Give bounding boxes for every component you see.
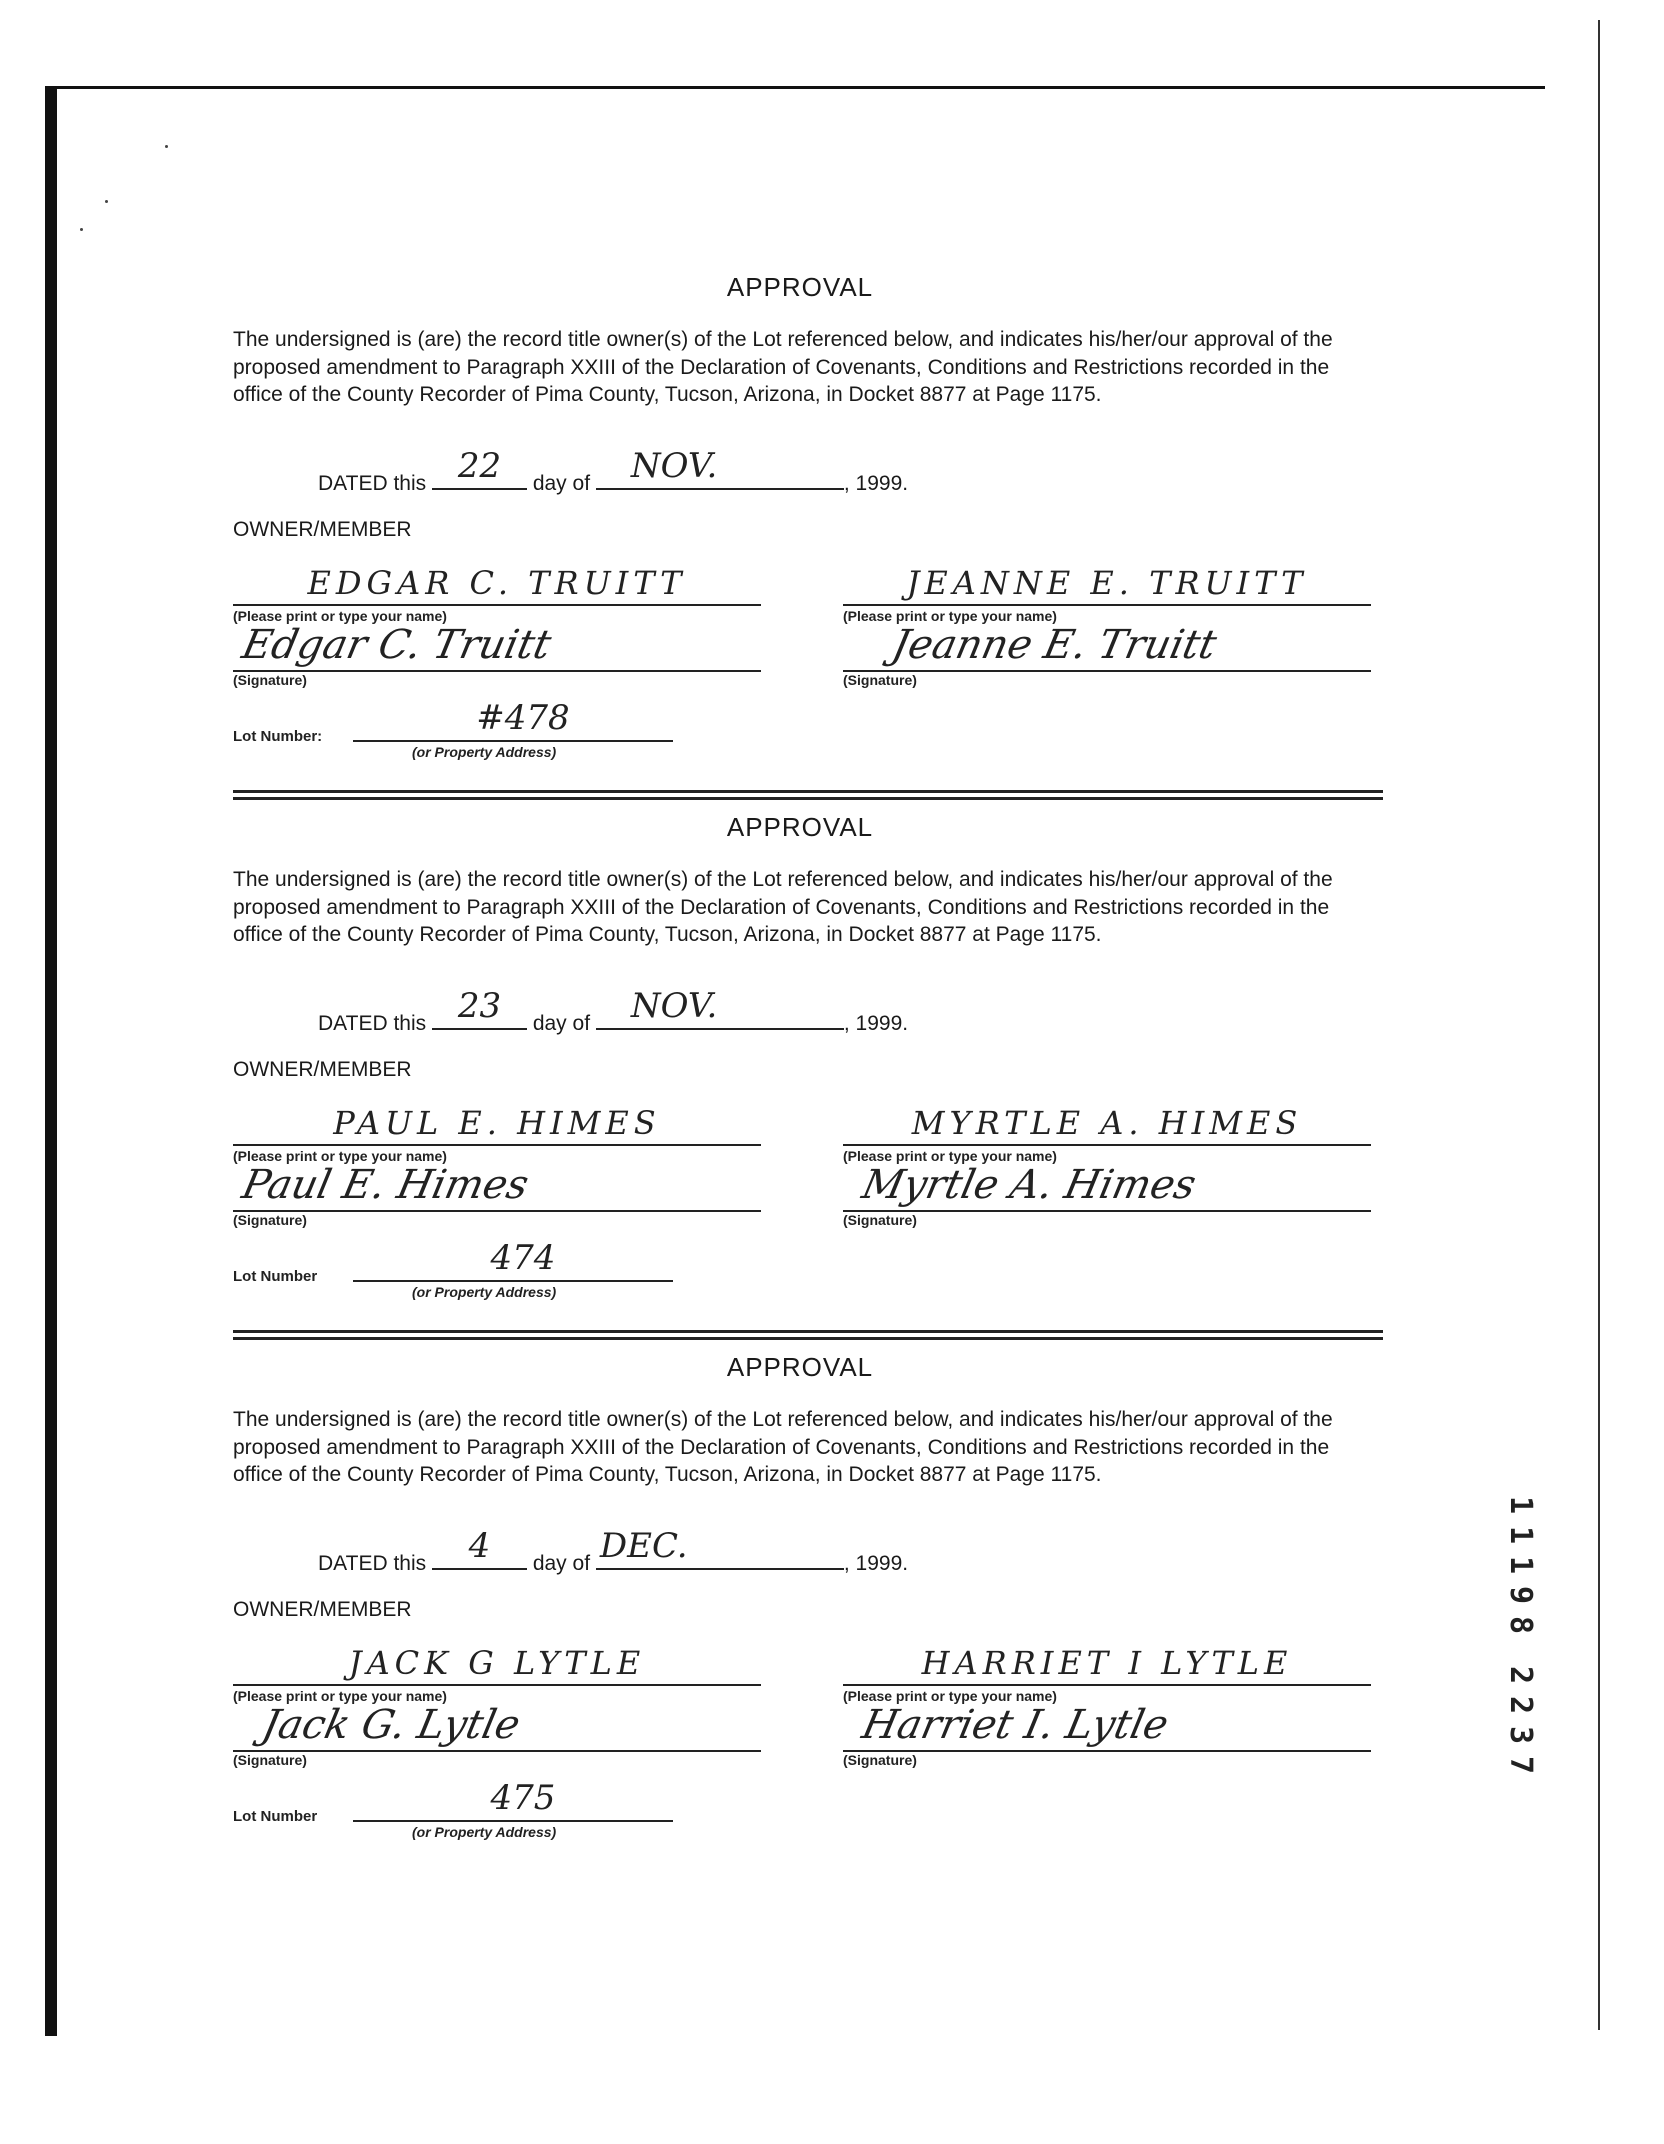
lot-number-label: Lot Number [233,1268,318,1285]
year-label: , 1999. [843,1552,909,1575]
section-divider [233,790,1383,804]
approval-section-3 [0,1352,1664,1892]
stamp-digit: 8 [1503,1615,1538,1635]
owner1-name-field[interactable] [233,564,761,606]
owner1-signature: Jack G. Lytle [258,1702,525,1748]
section-title: APPROVAL [726,272,874,302]
owner1-signature-field[interactable] [233,1162,761,1212]
year-label: , 1999. [843,472,909,495]
top-border-rule [45,86,1545,89]
lot-caption: (or Property Address) [412,1284,557,1300]
owner2-signature-field[interactable] [843,1162,1371,1212]
owner-member-label: OWNER/MEMBER [233,518,412,541]
lot-number-label: Lot Number: [233,728,323,745]
lot-caption: (or Property Address) [412,1824,557,1840]
name-caption: (Please print or type your name) [843,608,1057,624]
approval-paragraph: The undersigned is (are) the record title owner(s) of the Lot referenced below, and indicates his/her/our approval of the proposed amendment to Paragraph XXIII of the Declaration of Covenants, Conditions and Restrictions recorded in the office of the County Recorder of Pima County, Tucson, Arizona, in Docket 8877 at Page 1175. [233,1408,1333,1486]
stamp-digit: 1 [1503,1555,1538,1575]
approval-paragraph: The undersigned is (are) the record title owner(s) of the Lot referenced below, and indicates his/her/our approval of the proposed amendment to Paragraph XXIII of the Declaration of Covenants, Conditions and Restrictions recorded in the office of the County Recorder of Pima County, Tucson, Arizona, in Docket 8877 at Page 1175. [233,868,1333,946]
owner2-signature-field[interactable] [843,622,1371,672]
month-value: NOV. [630,446,718,486]
signature-caption: (Signature) [843,1752,917,1768]
lot-number-value: 475 [490,1778,556,1818]
owner1-signature-field[interactable] [233,622,761,672]
lot-number-field[interactable] [353,1238,673,1282]
day-field[interactable] [432,1526,527,1570]
scan-speck [105,200,108,203]
owner1-signature: Paul E. Himes [238,1162,533,1208]
recording-stamp [1500,1490,1540,1780]
name-caption: (Please print or type your name) [233,1688,447,1704]
owner2-name-field[interactable] [843,1104,1371,1146]
owner2-name-field[interactable] [843,1644,1371,1686]
name-caption: (Please print or type your name) [233,608,447,624]
owner2-signature-field[interactable] [843,1702,1371,1752]
signature-caption: (Signature) [233,1212,307,1228]
scan-speck [165,145,168,148]
stamp-digit: 1 [1503,1525,1538,1545]
stamp-digit: 2 [1503,1695,1538,1715]
stamp-digit: 2 [1503,1665,1538,1685]
owner1-name-field[interactable] [233,1104,761,1146]
day-field[interactable] [432,446,527,490]
stamp-digit: 3 [1503,1725,1538,1745]
signature-caption: (Signature) [843,1212,917,1228]
owner1-name-value: EDGAR C. TRUITT [307,564,687,602]
owner2-signature: Myrtle A. Himes [858,1162,1200,1208]
signature-caption: (Signature) [843,672,917,688]
month-field[interactable] [596,986,844,1030]
owner2-signature: Jeanne E. Truitt [888,622,1221,668]
day-field[interactable] [432,986,527,1030]
approval-paragraph: The undersigned is (are) the record title owner(s) of the Lot referenced below, and indicates his/her/our approval of the proposed amendment to Paragraph XXIII of the Declaration of Covenants, Conditions and Restrictions recorded in the office of the County Recorder of Pima County, Tucson, Arizona, in Docket 8877 at Page 1175. [233,328,1333,406]
owner2-name-value: MYRTLE A. HIMES [911,1104,1303,1142]
owner1-signature-field[interactable] [233,1702,761,1752]
month-field[interactable] [596,1526,844,1570]
owner-member-label: OWNER/MEMBER [233,1598,412,1621]
month-field[interactable] [596,446,844,490]
approval-section-2 [0,812,1664,1352]
owner1-name-value: JACK G LYTLE [348,1644,646,1682]
day-of-label: day of [532,1012,591,1035]
name-caption: (Please print or type your name) [843,1688,1057,1704]
owner1-signature: Edgar C. Truitt [238,622,556,668]
stamp-digit: 7 [1503,1755,1538,1775]
owner2-name-value: HARRIET I LYTLE [921,1644,1293,1682]
scan-speck [80,228,83,231]
owner2-name-value: JEANNE E. TRUITT [906,564,1308,602]
section-divider [233,1330,1383,1344]
dated-prefix: DATED this [318,472,427,495]
lot-number-label: Lot Number [233,1808,318,1825]
section-title: APPROVAL [726,1352,874,1382]
day-value: 4 [468,1526,491,1566]
month-value: DEC. [599,1526,688,1566]
name-caption: (Please print or type your name) [233,1148,447,1164]
day-of-label: day of [532,472,591,495]
lot-number-field[interactable] [353,1778,673,1822]
lot-number-value: 474 [490,1238,556,1278]
stamp-digit: 1 [1503,1495,1538,1515]
day-of-label: day of [532,1552,591,1575]
owner1-name-value: PAUL E. HIMES [333,1104,661,1142]
signature-caption: (Signature) [233,1752,307,1768]
owner2-name-field[interactable] [843,564,1371,606]
dated-prefix: DATED this [318,1552,427,1575]
year-label: , 1999. [843,1012,909,1035]
dated-prefix: DATED this [318,1012,427,1035]
lot-number-value: #478 [476,698,570,738]
day-value: 23 [457,986,502,1026]
owner1-name-field[interactable] [233,1644,761,1686]
day-value: 22 [457,446,502,486]
owner2-signature: Harriet I. Lytle [858,1702,1173,1748]
stamp-digit: 9 [1503,1585,1538,1605]
dated-row [318,1526,909,1576]
month-value: NOV. [630,986,718,1026]
owner-member-label: OWNER/MEMBER [233,1058,412,1081]
section-title: APPROVAL [726,812,874,842]
lot-number-field[interactable] [353,698,673,742]
signature-caption: (Signature) [233,672,307,688]
approval-section-1 [0,272,1664,812]
name-caption: (Please print or type your name) [843,1148,1057,1164]
dated-row [318,986,909,1036]
dated-row [318,446,909,496]
lot-caption: (or Property Address) [412,744,557,760]
